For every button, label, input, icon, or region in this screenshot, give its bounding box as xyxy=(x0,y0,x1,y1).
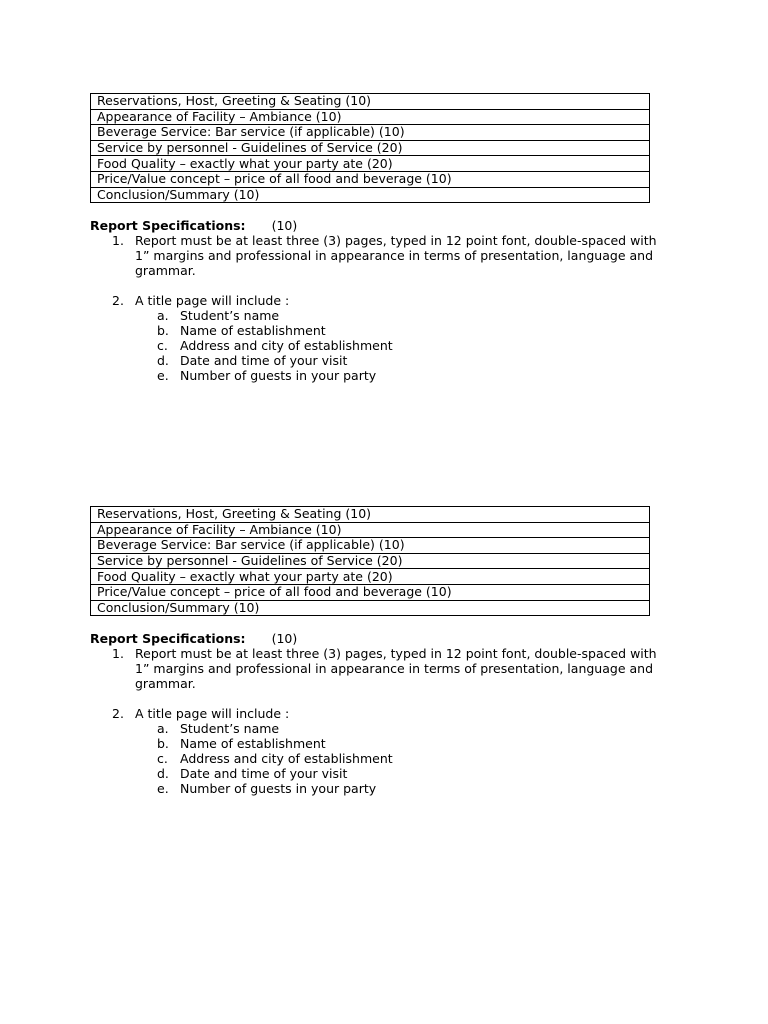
list-item xyxy=(90,706,670,721)
criteria-cell: Beverage Service: Bar service (if applicable) (10) xyxy=(91,538,650,554)
evaluation-section-1 xyxy=(90,93,670,383)
sub-list-item xyxy=(90,353,670,368)
sub-letter: b. xyxy=(157,736,169,752)
sub-letter: b. xyxy=(157,323,169,339)
criteria-cell: Food Quality – exactly what your party ate (20) xyxy=(91,156,650,172)
item-number: 1. xyxy=(112,646,124,662)
table-row xyxy=(91,125,650,141)
item-line: A title page will include : xyxy=(135,706,290,722)
spec-points: (10) xyxy=(271,218,298,234)
table-row xyxy=(91,584,650,600)
criteria-cell: Reservations, Host, Greeting & Seating (10) xyxy=(91,507,650,523)
table-row xyxy=(91,187,650,203)
item-line: Report must be at least three (3) pages, typed in 12 point font, double-spaced with xyxy=(135,233,657,249)
item-number: 1. xyxy=(112,233,124,249)
table-row xyxy=(91,553,650,569)
table-row xyxy=(91,522,650,538)
criteria-cell: Reservations, Host, Greeting & Seating (10) xyxy=(91,94,650,110)
sub-list-item xyxy=(90,766,670,781)
sub-list-item xyxy=(90,781,670,796)
sub-list-item xyxy=(90,323,670,338)
sub-list-item xyxy=(90,721,670,736)
spec-title: Report Specifications: xyxy=(90,631,246,647)
table-row xyxy=(91,507,650,523)
table-row xyxy=(91,600,650,616)
table-row xyxy=(91,156,650,172)
table-row xyxy=(91,140,650,156)
list-item xyxy=(90,233,670,278)
sub-letter: a. xyxy=(157,308,169,324)
criteria-cell: Food Quality – exactly what your party ate (20) xyxy=(91,569,650,585)
report-specifications-heading xyxy=(90,631,670,646)
item-line: A title page will include : xyxy=(135,293,290,309)
criteria-cell: Service by personnel - Guidelines of Service (20) xyxy=(91,140,650,156)
table-row xyxy=(91,94,650,110)
sub-text: Student’s name xyxy=(180,721,280,737)
criteria-cell: Appearance of Facility – Ambiance (10) xyxy=(91,522,650,538)
sub-text: Address and city of establishment xyxy=(180,751,393,767)
item-line: Report must be at least three (3) pages, typed in 12 point font, double-spaced with xyxy=(135,646,657,662)
sub-text: Number of guests in your party xyxy=(180,781,377,797)
sub-text: Number of guests in your party xyxy=(180,368,377,384)
item-number: 2. xyxy=(112,706,124,722)
evaluation-section-2 xyxy=(90,506,670,796)
item-line: grammar. xyxy=(135,676,196,692)
item-line: 1” margins and professional in appearance in terms of presentation, language and xyxy=(135,248,653,264)
sub-letter: e. xyxy=(157,368,169,384)
criteria-table xyxy=(90,506,650,616)
item-line: grammar. xyxy=(135,263,196,279)
sub-list-item xyxy=(90,368,670,383)
spec-title: Report Specifications: xyxy=(90,218,246,234)
sub-text: Student’s name xyxy=(180,308,280,324)
item-line: 1” margins and professional in appearance in terms of presentation, language and xyxy=(135,661,653,677)
sub-text: Name of establishment xyxy=(180,736,326,752)
item-number: 2. xyxy=(112,293,124,309)
criteria-cell: Beverage Service: Bar service (if applicable) (10) xyxy=(91,125,650,141)
criteria-cell: Service by personnel - Guidelines of Service (20) xyxy=(91,553,650,569)
report-specifications-heading xyxy=(90,218,670,233)
sub-letter: a. xyxy=(157,721,169,737)
criteria-cell: Appearance of Facility – Ambiance (10) xyxy=(91,109,650,125)
criteria-cell: Price/Value concept – price of all food and beverage (10) xyxy=(91,171,650,187)
criteria-cell: Conclusion/Summary (10) xyxy=(91,600,650,616)
sub-text: Address and city of establishment xyxy=(180,338,393,354)
table-row xyxy=(91,171,650,187)
sub-list-item xyxy=(90,751,670,766)
spec-points: (10) xyxy=(271,631,298,647)
sub-text: Name of establishment xyxy=(180,323,326,339)
criteria-cell: Price/Value concept – price of all food and beverage (10) xyxy=(91,584,650,600)
sub-letter: c. xyxy=(157,751,168,767)
table-row xyxy=(91,538,650,554)
table-row xyxy=(91,569,650,585)
sub-letter: c. xyxy=(157,338,168,354)
list-item xyxy=(90,293,670,308)
sub-letter: d. xyxy=(157,353,169,369)
sub-text: Date and time of your visit xyxy=(180,766,348,782)
sub-letter: e. xyxy=(157,781,169,797)
sub-letter: d. xyxy=(157,766,169,782)
criteria-cell: Conclusion/Summary (10) xyxy=(91,187,650,203)
sub-list-item xyxy=(90,736,670,751)
table-row xyxy=(91,109,650,125)
list-item xyxy=(90,646,670,691)
sub-list-item xyxy=(90,338,670,353)
sub-text: Date and time of your visit xyxy=(180,353,348,369)
criteria-table xyxy=(90,93,650,203)
sub-list-item xyxy=(90,308,670,323)
